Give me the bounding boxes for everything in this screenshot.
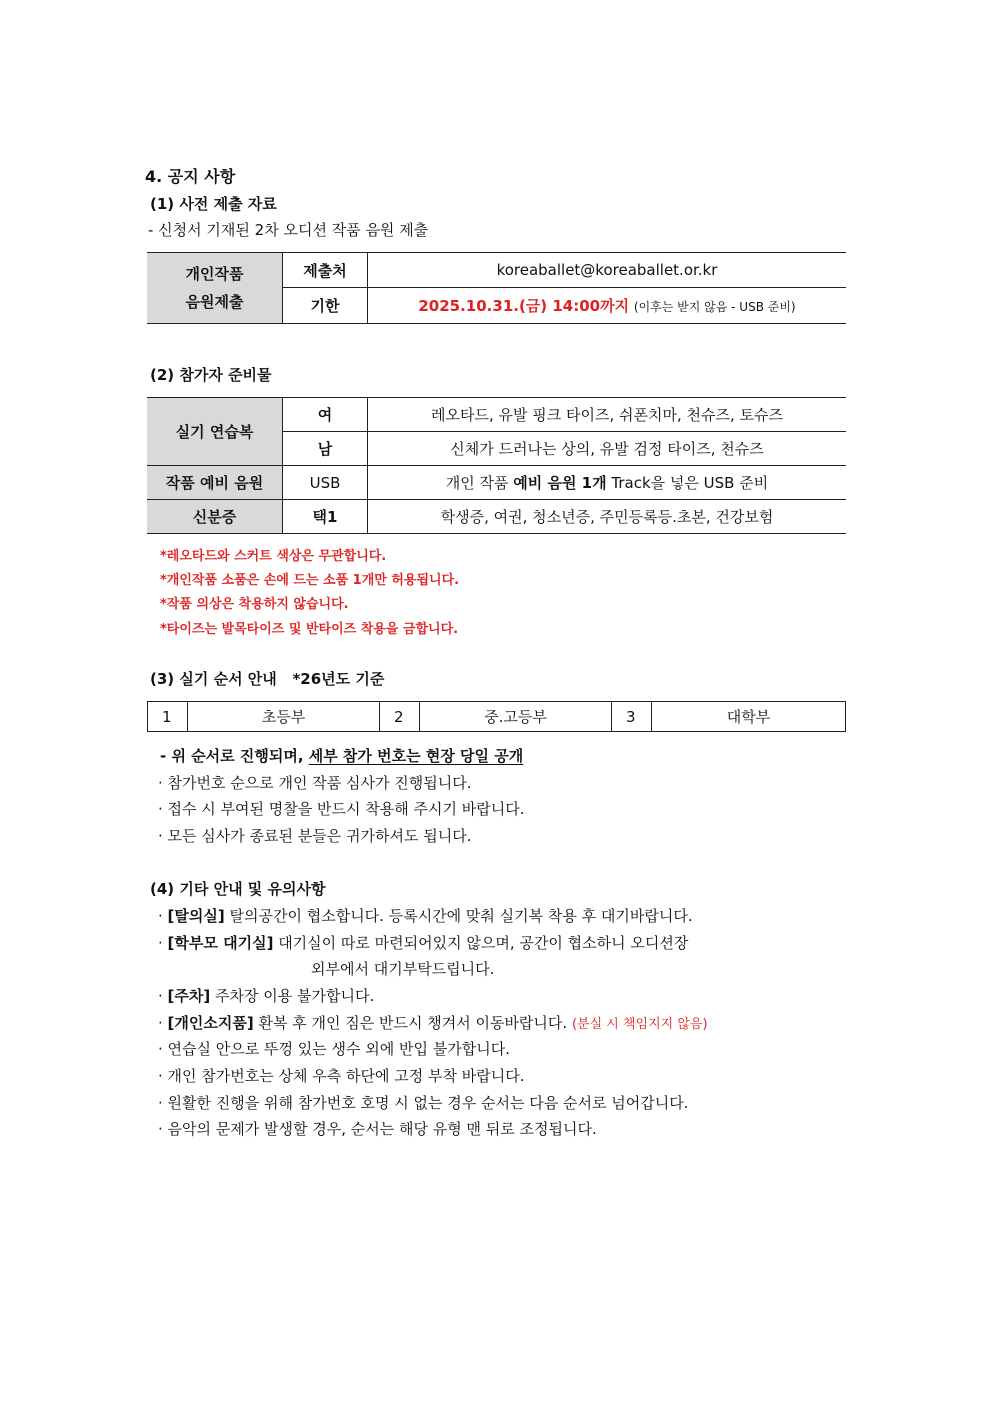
s4-item-1-label: [탈의실] bbox=[167, 907, 225, 925]
submit-to-label: 제출처 bbox=[283, 253, 368, 288]
order-note-underlined: 세부 참가 번호는 현장 당일 공개 bbox=[308, 747, 524, 765]
note-1: *레오타드와 스커트 색상은 무관합니다. bbox=[160, 549, 387, 564]
s2-title: (2) 참가자 준비물 bbox=[150, 366, 272, 384]
s4-item-8-text: 음악의 문제가 발생할 경우, 순서는 해당 유형 맨 뒤로 조정됩니다. bbox=[167, 1120, 597, 1138]
order-table bbox=[147, 701, 846, 732]
deadline-cell bbox=[368, 288, 847, 324]
id-items: 학생증, 여권, 청소년증, 주민등록등.초본, 건강보험 bbox=[368, 500, 847, 534]
s4-item-7: · 원활한 진행을 위해 참가번호 호명 시 없는 경우 순서는 다음 순서로 넘어갑니다. bbox=[158, 1094, 689, 1112]
s3-item-1: · 참가번호 순으로 개인 작품 심사가 진행됩니다. bbox=[158, 774, 472, 792]
order-num-1: 1 bbox=[148, 702, 188, 732]
s4-item-4-text: 환복 후 개인 짐은 반드시 챙겨서 이동바랍니다. bbox=[253, 1014, 572, 1032]
s3-title bbox=[150, 668, 384, 689]
deadline-label: 기한 bbox=[283, 288, 368, 324]
female-items: 레오타드, 유발 핑크 타이즈, 쉬폰치마, 천슈즈, 토슈즈 bbox=[368, 398, 847, 432]
s4-item-6: · 개인 참가번호는 상체 우측 하단에 고정 부착 바랍니다. bbox=[158, 1067, 525, 1085]
s3-title-text: (3) 실기 순서 안내 bbox=[150, 670, 277, 688]
s4-item-8: · 음악의 문제가 발생할 경우, 순서는 해당 유형 맨 뒤로 조정됩니다. bbox=[158, 1120, 597, 1138]
s4-item-3-text: 주차장 이용 불가합니다. bbox=[210, 987, 375, 1005]
note-3: *작품 의상은 착용하지 않습니다. bbox=[160, 597, 349, 612]
s4-title: (4) 기타 안내 및 유의사항 bbox=[150, 880, 326, 898]
submission-table bbox=[147, 252, 846, 324]
note-4: *타이즈는 발목타이즈 및 반타이즈 착용을 금합니다. bbox=[160, 622, 459, 637]
order-note-pre: - 위 순서로 진행되며, bbox=[160, 747, 309, 765]
s4-item-5: · 연습실 안으로 뚜껑 있는 생수 외에 반입 불가합니다. bbox=[158, 1040, 510, 1058]
submission-label-1: 개인작품 bbox=[185, 265, 244, 283]
music-items-post: Track을 넣은 USB 준비 bbox=[606, 474, 769, 492]
s4-item-4: · [개인소지품] 환복 후 개인 짐은 반드시 챙겨서 이동바랍니다. (분실 시 책임지지 않음) bbox=[158, 1014, 708, 1032]
note-2: *개인작품 소품은 손에 드는 소품 1개만 허용됩니다. bbox=[160, 573, 460, 588]
female-label: 여 bbox=[283, 398, 368, 432]
submit-email: koreaballet@koreaballet.or.kr bbox=[368, 253, 847, 288]
section-title: 4. 공지 사항 bbox=[145, 167, 236, 186]
submission-label bbox=[147, 253, 283, 324]
usb-label: USB bbox=[283, 466, 368, 500]
s4-item-2-cont: 외부에서 대기부탁드립니다. bbox=[311, 960, 495, 978]
order-name-1: 초등부 bbox=[188, 702, 380, 732]
s4-item-2-text: 대기실이 따로 마련되어있지 않으며, 공간이 협소하니 오디션장 bbox=[273, 934, 689, 952]
male-items: 신체가 드러나는 상의, 유발 검정 타이즈, 천슈즈 bbox=[368, 432, 847, 466]
s3-item-2: · 접수 시 부여된 명찰을 반드시 착용해 주시기 바랍니다. bbox=[158, 800, 525, 818]
s4-item-4-label: [개인소지품] bbox=[167, 1014, 254, 1032]
s1-desc: - 신청서 기재된 2차 오디션 작품 음원 제출 bbox=[148, 221, 429, 239]
s1-title: (1) 사전 제출 자료 bbox=[150, 195, 277, 213]
s4-item-4-warning: (분실 시 책임지지 않음) bbox=[571, 1017, 708, 1032]
order-note bbox=[160, 745, 523, 766]
music-items-bold: 예비 음원 1개 bbox=[513, 474, 607, 492]
s3-title-note: *26년도 기준 bbox=[292, 670, 385, 688]
practice-wear-label: 실기 연습복 bbox=[147, 398, 283, 466]
order-num-3: 3 bbox=[612, 702, 652, 732]
s4-item-3-label: [주차] bbox=[167, 987, 211, 1005]
s4-item-3: · [주차] 주차장 이용 불가합니다. bbox=[158, 987, 375, 1005]
order-name-2: 중.고등부 bbox=[420, 702, 612, 732]
music-items-pre: 개인 작품 bbox=[445, 474, 514, 492]
s4-item-2-label: [학부모 대기실] bbox=[167, 934, 274, 952]
music-items bbox=[368, 466, 847, 500]
s4-item-2: · [학부모 대기실] 대기실이 따로 마련되어있지 않으며, 공간이 협소하니 오디션장 bbox=[158, 934, 689, 952]
s4-item-1-text: 탈의공간이 협소합니다. 등록시간에 맞춰 실기복 착용 후 대기바랍니다. bbox=[224, 907, 693, 925]
supplies-table bbox=[147, 397, 846, 534]
deadline-value: 2025.10.31.(금) 14:00까지 bbox=[418, 297, 630, 315]
male-label: 남 bbox=[283, 432, 368, 466]
s4-item-5-text: 연습실 안으로 뚜껑 있는 생수 외에 반입 불가합니다. bbox=[167, 1040, 510, 1058]
submission-label-2: 음원제출 bbox=[185, 293, 244, 311]
s4-item-7-text: 원활한 진행을 위해 참가번호 호명 시 없는 경우 순서는 다음 순서로 넘어갑니다. bbox=[167, 1094, 689, 1112]
order-name-3: 대학부 bbox=[652, 702, 846, 732]
s3-item-3: · 모든 심사가 종료된 분들은 귀가하셔도 됩니다. bbox=[158, 827, 472, 845]
choose-one-label: 택1 bbox=[283, 500, 368, 534]
id-label: 신분증 bbox=[147, 500, 283, 534]
order-num-2: 2 bbox=[380, 702, 420, 732]
music-label: 작품 예비 음원 bbox=[147, 466, 283, 500]
s4-item-6-text: 개인 참가번호는 상체 우측 하단에 고정 부착 바랍니다. bbox=[167, 1067, 525, 1085]
s4-item-1: · [탈의실] 탈의공간이 협소합니다. 등록시간에 맞춰 실기복 착용 후 대기바랍니다. bbox=[158, 907, 693, 925]
deadline-note: (이후는 받지 않음 - USB 준비) bbox=[633, 300, 796, 314]
